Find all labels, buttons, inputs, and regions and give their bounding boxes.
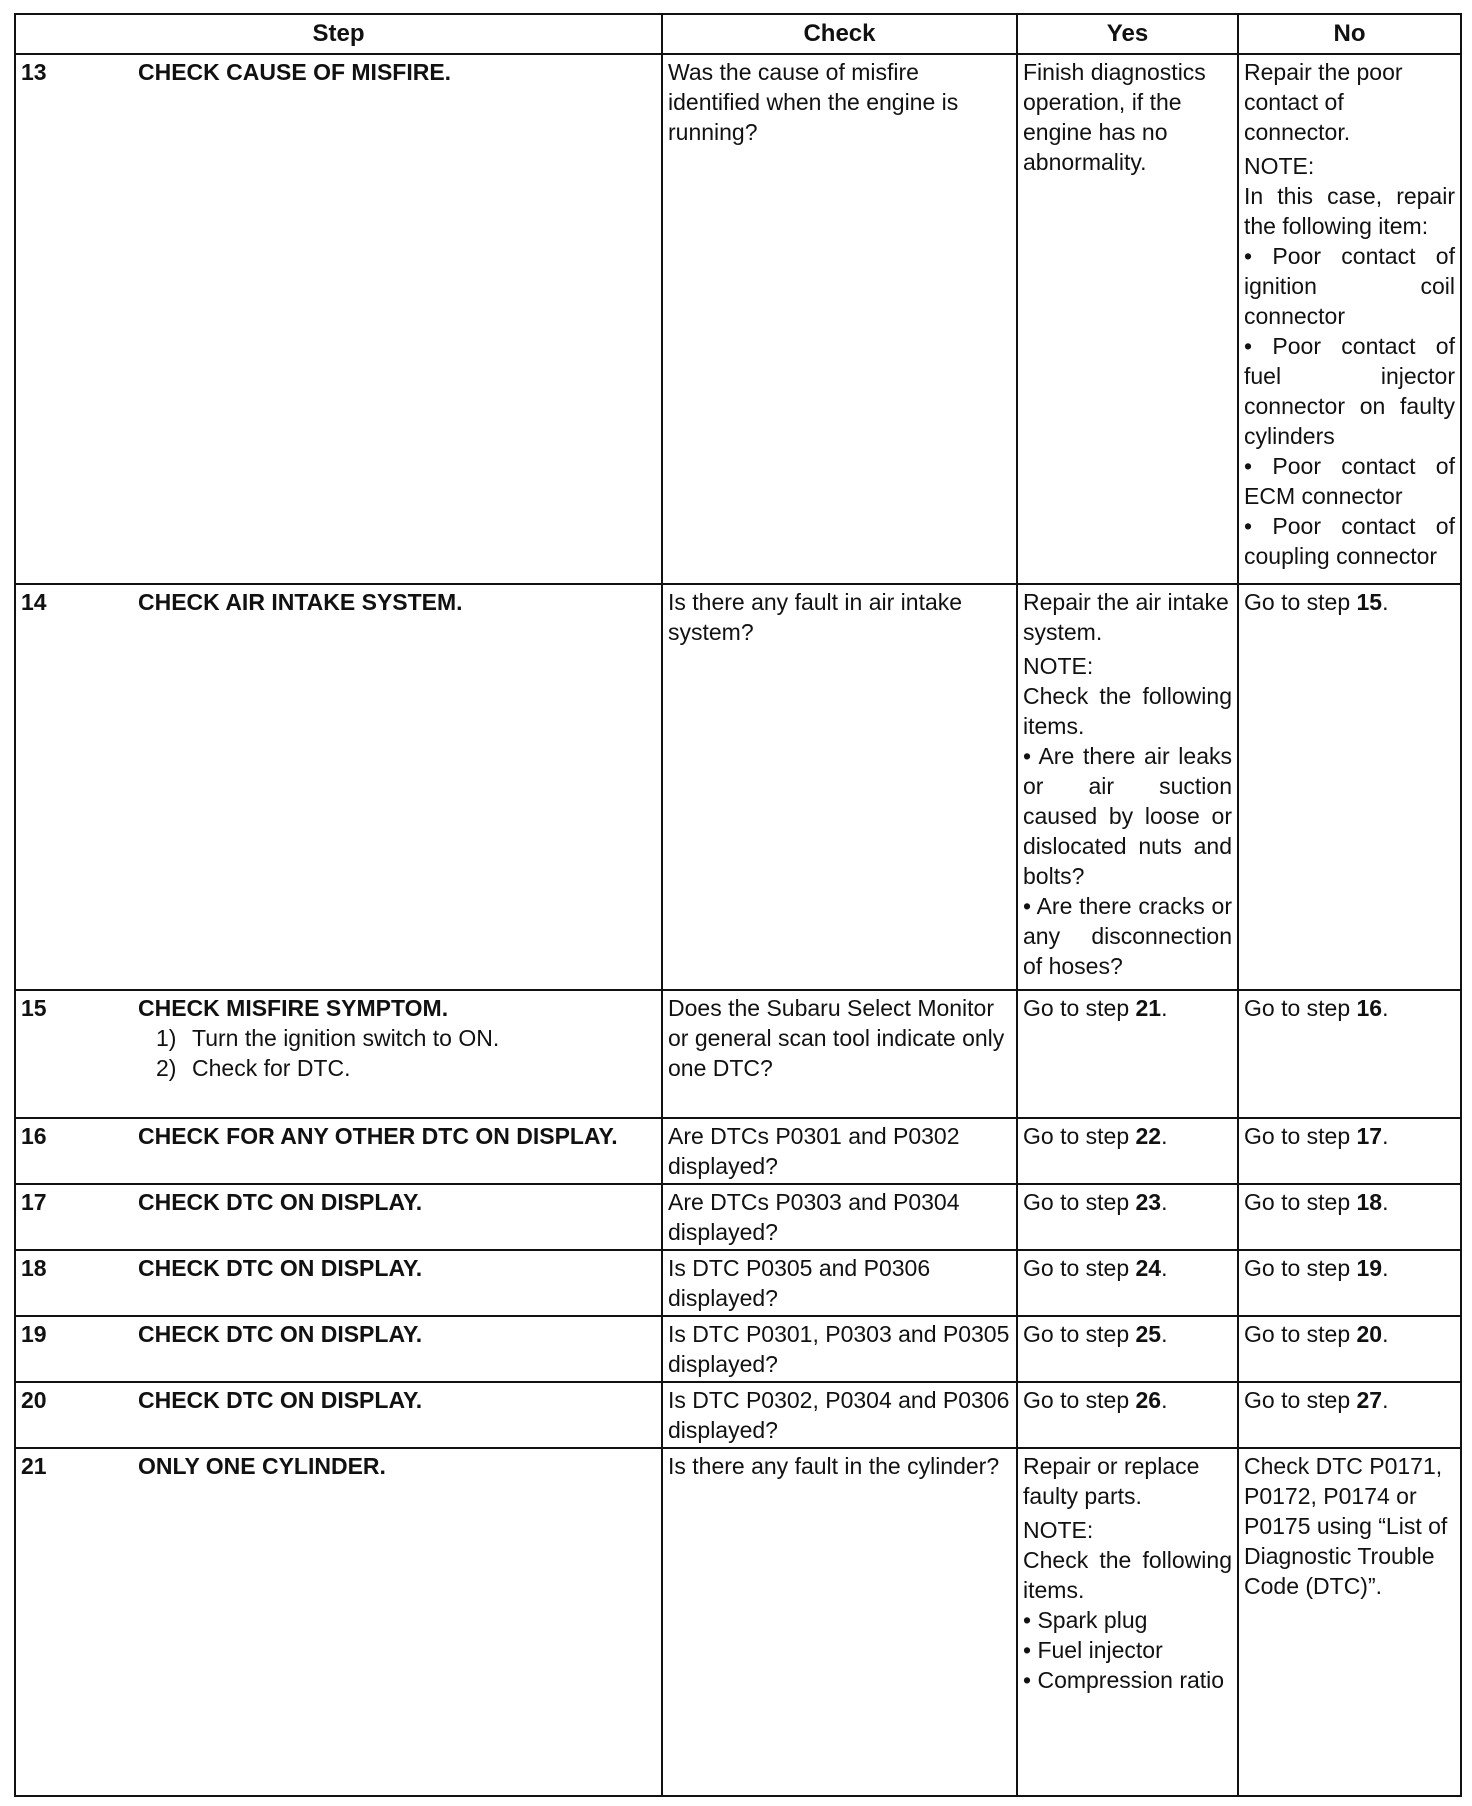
yes-content xyxy=(1023,1451,1232,1695)
step-title: CHECK DTC ON DISPLAY. xyxy=(138,1321,423,1347)
no-bullet xyxy=(1244,241,1455,331)
table-row xyxy=(15,54,1461,584)
step-content xyxy=(21,1253,656,1315)
no-go-text: Go to step xyxy=(1244,1321,1351,1347)
check-text: Are DTCs P0303 and P0304 displayed? xyxy=(668,1189,960,1245)
yes-content xyxy=(1023,1319,1232,1349)
substep-text: Turn the ignition switch to ON. xyxy=(192,1025,500,1051)
step-number: 18 xyxy=(21,1255,47,1281)
header-no: No xyxy=(1238,14,1461,54)
yes-step-ref: 26 xyxy=(1135,1387,1162,1413)
check-cell xyxy=(662,54,1017,584)
step-cell xyxy=(15,1448,662,1796)
step-title: CHECK CAUSE OF MISFIRE. xyxy=(138,59,452,85)
yes-content xyxy=(1023,1385,1232,1415)
step-content xyxy=(21,1451,656,1795)
bullet-dot-icon: • xyxy=(1023,1607,1038,1633)
yes-cell xyxy=(1017,54,1238,584)
no-go-end: . xyxy=(1382,1255,1389,1281)
step-number: 15 xyxy=(21,995,47,1021)
check-cell xyxy=(662,1382,1017,1448)
check-text: Is there any fault in air intake system? xyxy=(668,589,963,645)
table-row xyxy=(15,1382,1461,1448)
yes-content xyxy=(1023,587,1232,981)
step-number: 13 xyxy=(21,59,47,85)
yes-note-heading: NOTE: xyxy=(1023,1517,1094,1543)
step-number: 17 xyxy=(21,1189,47,1215)
yes-cell xyxy=(1017,1250,1238,1316)
yes-bullet-text: Are there cracks or any disconnection of hoses? xyxy=(1023,893,1232,979)
step-title: CHECK DTC ON DISPLAY. xyxy=(138,1387,423,1413)
no-text: Repair the poor contact of connector. xyxy=(1244,59,1403,145)
yes-bullet xyxy=(1023,1605,1232,1635)
table-body xyxy=(15,54,1461,1796)
yes-bullet-text: Compression ratio xyxy=(1037,1667,1225,1693)
bullet-dot-icon: • xyxy=(1244,243,1273,269)
no-go-text: Go to step xyxy=(1244,1189,1351,1215)
yes-note-intro: Check the following items. xyxy=(1023,683,1232,739)
no-content xyxy=(1244,1451,1455,1601)
step-cell xyxy=(15,54,662,584)
yes-step-ref: 23 xyxy=(1135,1189,1162,1215)
table-row xyxy=(15,584,1461,990)
step-content xyxy=(21,1319,656,1381)
no-note-heading: NOTE: xyxy=(1244,153,1315,179)
header-row xyxy=(15,14,1461,54)
no-content xyxy=(1244,1121,1455,1151)
check-cell xyxy=(662,584,1017,990)
yes-go-text: Go to step xyxy=(1023,1321,1130,1347)
yes-cell xyxy=(1017,1118,1238,1184)
no-cell xyxy=(1238,1250,1461,1316)
no-content xyxy=(1244,993,1455,1023)
yes-cell xyxy=(1017,1316,1238,1382)
no-step-ref: 18 xyxy=(1356,1189,1383,1215)
bullet-dot-icon: • xyxy=(1023,1637,1038,1663)
check-cell xyxy=(662,1118,1017,1184)
yes-go-end: . xyxy=(1161,1321,1168,1347)
yes-go-end: . xyxy=(1161,1255,1168,1281)
step-title: CHECK FOR ANY OTHER DTC ON DISPLAY. xyxy=(138,1123,618,1149)
substep-number: 1) xyxy=(156,1025,177,1051)
yes-cell xyxy=(1017,584,1238,990)
yes-content xyxy=(1023,1253,1232,1283)
no-content xyxy=(1244,1187,1455,1217)
no-cell xyxy=(1238,584,1461,990)
no-step-ref: 15 xyxy=(1356,589,1383,615)
bullet-dot-icon: • xyxy=(1023,1667,1038,1693)
bullet-dot-icon: • xyxy=(1244,333,1273,359)
step-content xyxy=(21,57,656,583)
bullet-dot-icon: • xyxy=(1244,453,1273,479)
no-content xyxy=(1244,57,1455,571)
no-cell xyxy=(1238,1448,1461,1796)
step-content xyxy=(21,1385,656,1447)
no-cell xyxy=(1238,990,1461,1118)
yes-cell xyxy=(1017,1184,1238,1250)
no-text: Check DTC P0171, P0172, P0174 or P0175 using “List of Diagnostic Trouble Code (DTC)”. xyxy=(1244,1453,1448,1599)
bullet-dot-icon: • xyxy=(1023,743,1039,769)
no-bullet-text: Poor contact of ignition coil connector xyxy=(1244,243,1455,329)
yes-note-intro: Check the following items. xyxy=(1023,1547,1232,1603)
no-bullet xyxy=(1244,451,1455,511)
yes-text: Repair the air intake system. xyxy=(1023,589,1229,645)
table-row xyxy=(15,1184,1461,1250)
step-cell xyxy=(15,1184,662,1250)
yes-go-end: . xyxy=(1161,1189,1168,1215)
check-cell xyxy=(662,1184,1017,1250)
yes-bullet xyxy=(1023,891,1232,981)
yes-step-ref: 24 xyxy=(1135,1255,1162,1281)
step-title: CHECK MISFIRE SYMPTOM. xyxy=(138,995,449,1021)
no-step-ref: 16 xyxy=(1356,995,1383,1021)
yes-bullet xyxy=(1023,1635,1232,1665)
yes-step-ref: 22 xyxy=(1135,1123,1162,1149)
no-go-end: . xyxy=(1382,1387,1389,1413)
no-cell xyxy=(1238,54,1461,584)
no-step-ref: 27 xyxy=(1356,1387,1383,1413)
step-number: 16 xyxy=(21,1123,47,1149)
yes-bullet-text: Spark plug xyxy=(1037,1607,1148,1633)
no-content xyxy=(1244,1319,1455,1349)
check-text: Was the cause of misfire identified when the engine is running? xyxy=(668,59,959,145)
no-go-end: . xyxy=(1382,1321,1389,1347)
step-cell xyxy=(15,1250,662,1316)
header-step: Step xyxy=(15,14,662,54)
yes-bullet xyxy=(1023,1665,1232,1695)
no-go-text: Go to step xyxy=(1244,589,1351,615)
yes-go-text: Go to step xyxy=(1023,1387,1130,1413)
no-step-ref: 20 xyxy=(1356,1321,1383,1347)
check-text: Does the Subaru Select Monitor or general scan tool indicate only one DTC? xyxy=(668,995,1005,1081)
header-yes: Yes xyxy=(1017,14,1238,54)
no-content xyxy=(1244,587,1455,617)
yes-bullet-text: Are there air leaks or air suction caused by loose or dislocated nuts and bolts? xyxy=(1023,743,1232,889)
yes-step-ref: 21 xyxy=(1135,995,1162,1021)
no-go-text: Go to step xyxy=(1244,1387,1351,1413)
yes-cell xyxy=(1017,990,1238,1118)
yes-cell xyxy=(1017,1448,1238,1796)
yes-content xyxy=(1023,993,1232,1023)
yes-content xyxy=(1023,1121,1232,1151)
step-number: 20 xyxy=(21,1387,47,1413)
step-content xyxy=(21,587,656,989)
check-cell xyxy=(662,1316,1017,1382)
bullet-dot-icon: • xyxy=(1244,513,1273,539)
no-bullet-text: Poor contact of coupling connector xyxy=(1244,513,1455,569)
no-cell xyxy=(1238,1316,1461,1382)
step-content xyxy=(21,993,656,1117)
substep-item xyxy=(138,1023,656,1053)
step-cell xyxy=(15,990,662,1118)
check-cell xyxy=(662,990,1017,1118)
no-go-text: Go to step xyxy=(1244,995,1351,1021)
diagnostic-table xyxy=(14,13,1462,1797)
step-number: 21 xyxy=(21,1453,47,1479)
table-row xyxy=(15,990,1461,1118)
step-cell xyxy=(15,1118,662,1184)
yes-cell xyxy=(1017,1382,1238,1448)
step-title: ONLY ONE CYLINDER. xyxy=(138,1453,386,1479)
yes-text: Finish diagnostics operation, if the engine has no abnormality. xyxy=(1023,59,1206,175)
no-go-end: . xyxy=(1382,589,1389,615)
check-cell xyxy=(662,1448,1017,1796)
step-cell xyxy=(15,1382,662,1448)
check-cell xyxy=(662,1250,1017,1316)
step-cell xyxy=(15,1316,662,1382)
no-cell xyxy=(1238,1184,1461,1250)
yes-bullet-text: Fuel injector xyxy=(1037,1637,1163,1663)
table-row xyxy=(15,1250,1461,1316)
yes-go-text: Go to step xyxy=(1023,995,1130,1021)
check-text: Are DTCs P0301 and P0302 displayed? xyxy=(668,1123,960,1179)
no-cell xyxy=(1238,1118,1461,1184)
step-content xyxy=(21,1187,656,1249)
substep-list xyxy=(138,1023,656,1083)
no-bullet xyxy=(1244,331,1455,451)
substep-number: 2) xyxy=(156,1055,177,1081)
no-go-text: Go to step xyxy=(1244,1123,1351,1149)
no-step-ref: 19 xyxy=(1356,1255,1383,1281)
yes-go-end: . xyxy=(1161,1387,1168,1413)
step-number: 14 xyxy=(21,589,47,615)
no-content xyxy=(1244,1253,1455,1283)
step-number: 19 xyxy=(21,1321,47,1347)
no-note-intro: In this case, repair the following item: xyxy=(1244,183,1455,239)
step-cell xyxy=(15,584,662,990)
yes-go-text: Go to step xyxy=(1023,1255,1130,1281)
table-row xyxy=(15,1448,1461,1796)
substep-item xyxy=(138,1053,656,1083)
no-content xyxy=(1244,1385,1455,1415)
step-title: CHECK DTC ON DISPLAY. xyxy=(138,1255,423,1281)
check-text: Is DTC P0301, P0303 and P0305 displayed? xyxy=(668,1321,1010,1377)
header-check: Check xyxy=(662,14,1017,54)
check-text: Is DTC P0305 and P0306 displayed? xyxy=(668,1255,931,1311)
yes-text: Repair or replace faulty parts. xyxy=(1023,1453,1200,1509)
yes-go-text: Go to step xyxy=(1023,1123,1130,1149)
yes-bullet xyxy=(1023,741,1232,891)
no-bullet-text: Poor contact of fuel injector connector on faulty cylinders xyxy=(1244,333,1455,449)
yes-go-end: . xyxy=(1161,1123,1168,1149)
no-bullet-text: Poor contact of ECM connector xyxy=(1244,453,1455,509)
bullet-dot-icon: • xyxy=(1023,893,1037,919)
no-go-end: . xyxy=(1382,995,1389,1021)
substep-text: Check for DTC. xyxy=(192,1055,351,1081)
no-go-text: Go to step xyxy=(1244,1255,1351,1281)
no-step-ref: 17 xyxy=(1356,1123,1383,1149)
table-row xyxy=(15,1118,1461,1184)
yes-go-text: Go to step xyxy=(1023,1189,1130,1215)
check-text: Is there any fault in the cylinder? xyxy=(668,1453,1000,1479)
no-go-end: . xyxy=(1382,1123,1389,1149)
table-row xyxy=(15,1316,1461,1382)
yes-step-ref: 25 xyxy=(1135,1321,1162,1347)
no-go-end: . xyxy=(1382,1189,1389,1215)
yes-go-end: . xyxy=(1161,995,1168,1021)
no-cell xyxy=(1238,1382,1461,1448)
no-bullet xyxy=(1244,511,1455,571)
yes-note-heading: NOTE: xyxy=(1023,653,1094,679)
yes-content xyxy=(1023,57,1232,177)
yes-content xyxy=(1023,1187,1232,1217)
step-content xyxy=(21,1121,656,1183)
check-text: Is DTC P0302, P0304 and P0306 displayed? xyxy=(668,1387,1010,1443)
step-title: CHECK AIR INTAKE SYSTEM. xyxy=(138,589,463,615)
step-title: CHECK DTC ON DISPLAY. xyxy=(138,1189,423,1215)
